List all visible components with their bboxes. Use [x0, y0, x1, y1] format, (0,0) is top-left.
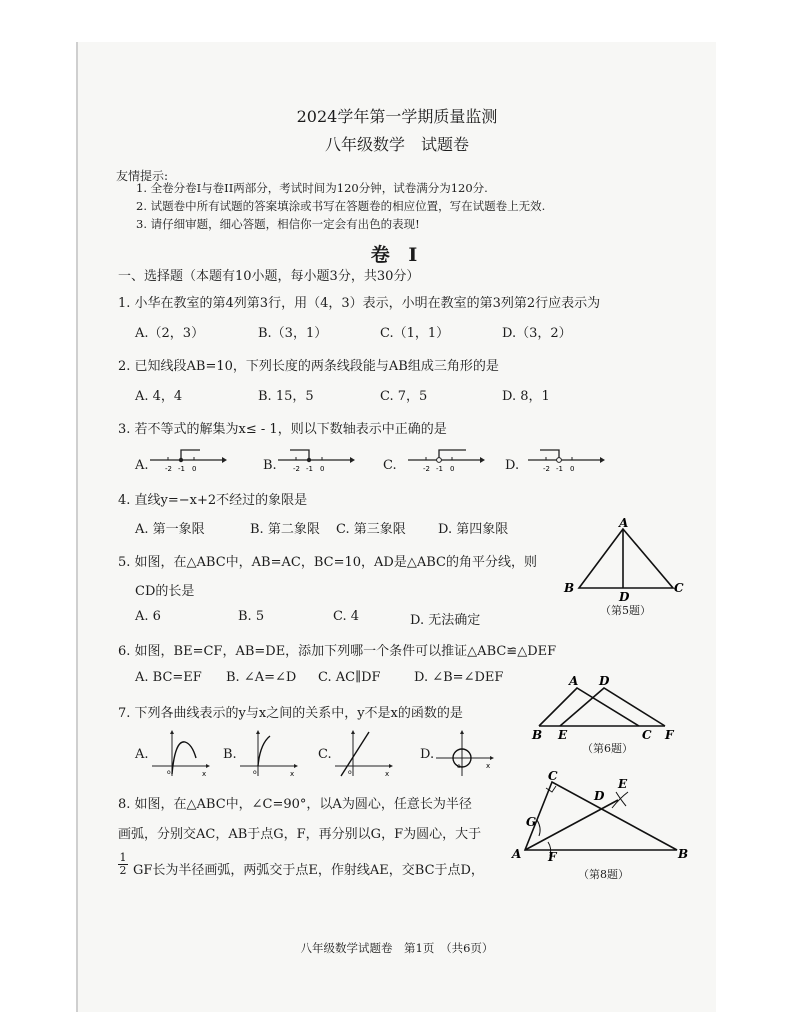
svg-text:0: 0	[450, 465, 455, 473]
graph-c	[335, 730, 395, 778]
number-line-c	[408, 444, 483, 474]
svg-text:-2: -2	[423, 465, 430, 473]
fraction-numerator: 1	[119, 851, 127, 864]
label-a: A	[619, 516, 629, 530]
exam-title: 2024学年第一学期质量监测	[296, 107, 498, 126]
svg-text:-1: -1	[436, 465, 443, 473]
question-4: 4. 直线y=−x+2不经过的象限是	[118, 493, 308, 508]
figure-6	[528, 672, 688, 747]
question-8-continued: 画弧，分别交AC，AB于点G，F，再分别以G，F为圆心，大于	[118, 827, 482, 842]
svg-text:x: x	[385, 770, 390, 778]
tip-item: 1. 全卷分卷I与卷II两部分，考试时间为120分钟，试卷满分为120分.	[136, 181, 488, 195]
label-e: E	[618, 777, 628, 791]
q6-option-b: B. ∠A=∠D	[226, 670, 297, 685]
tips-heading: 友情提示:	[116, 169, 169, 183]
q3-option-b: B.	[263, 458, 277, 473]
graph-a	[152, 730, 212, 778]
exam-subtitle: 八年级数学 试题卷	[324, 135, 469, 154]
label-e: E	[558, 728, 568, 742]
fraction-denominator: 2	[119, 864, 127, 877]
label-b: B	[678, 847, 689, 861]
label-d: D	[599, 674, 610, 688]
q2-option-d: D. 8，1	[502, 389, 550, 404]
q6-option-c: C. AC∥DF	[318, 670, 381, 685]
q5-option-a: A. 6	[135, 609, 161, 624]
graph-b	[240, 730, 300, 778]
svg-text:-2: -2	[293, 465, 300, 473]
label-a: A	[569, 674, 579, 688]
svg-text:-1: -1	[306, 465, 313, 473]
label-b: B	[564, 581, 575, 595]
label-d: D	[594, 789, 605, 803]
question-2: 2. 已知线段AB=10，下列长度的两条线段能与AB组成三角形的是	[118, 359, 499, 374]
svg-text:x: x	[202, 770, 207, 778]
label-b: B	[532, 728, 543, 742]
question-3: 3. 若不等式的解集为x≤ - 1，则以下数轴表示中正确的是	[118, 422, 447, 437]
q4-option-c: C. 第三象限	[336, 522, 406, 537]
q6-option-a: A. BC=EF	[135, 670, 202, 685]
svg-text:o: o	[348, 769, 352, 776]
q5-option-c: C. 4	[333, 609, 360, 624]
svg-text:x: x	[486, 762, 491, 770]
label-g: G	[526, 815, 537, 829]
label-c: C	[548, 769, 558, 783]
q7-option-b: B.	[223, 747, 237, 762]
figure-5-caption: （第5题）	[600, 604, 651, 617]
q2-option-b: B. 15，5	[258, 389, 314, 404]
svg-text:0: 0	[192, 465, 197, 473]
label-a: A	[512, 847, 522, 861]
label-d: D	[619, 590, 630, 604]
question-1: 1. 小华在教室的第4列第3行，用（4，3）表示，小明在教室的第3列第2行应表示为	[118, 296, 601, 311]
number-line-d	[528, 444, 603, 474]
q7-option-d: D.	[420, 747, 435, 762]
label-c: C	[674, 581, 684, 595]
svg-text:0: 0	[570, 465, 575, 473]
q4-option-b: B. 第二象限	[250, 522, 320, 537]
svg-text:0: 0	[320, 465, 325, 473]
number-line-a	[150, 444, 225, 474]
page-footer: 八年级数学试题卷 第1页 （共6页）	[300, 941, 494, 955]
question-8-continued-2: GF长为半径画弧，两弧交于点E，作射线AE，交BC于点D，	[133, 863, 484, 878]
q6-option-d: D. ∠B=∠DEF	[414, 670, 504, 685]
q3-option-a: A.	[135, 458, 149, 473]
question-5-continued: CD的长是	[135, 584, 195, 599]
graph-d	[436, 730, 496, 778]
svg-text:o: o	[167, 769, 171, 776]
svg-text:-2: -2	[165, 465, 172, 473]
q7-option-a: A.	[135, 747, 149, 762]
svg-text:x: x	[290, 770, 295, 778]
one-half-fraction	[118, 852, 128, 877]
svg-text:o: o	[457, 763, 461, 770]
question-7: 7. 下列各曲线表示的y与x之间的关系中，y不是x的函数的是	[118, 706, 463, 721]
q1-option-d: D.（3，2）	[502, 326, 572, 341]
q1-option-b: B.（3，1）	[258, 326, 328, 341]
q1-option-a: A.（2，3）	[135, 326, 205, 341]
label-f: F	[548, 850, 557, 864]
q4-option-d: D. 第四象限	[438, 522, 509, 537]
q2-option-c: C. 7，5	[380, 389, 428, 404]
section-heading: 一、选择题（本题有10小题，每小题3分，共30分）	[118, 269, 420, 284]
number-line-b	[278, 444, 353, 474]
tip-item: 3. 请仔细审题，细心答题，相信你一定会有出色的表现!	[136, 217, 420, 231]
label-f: F	[665, 728, 674, 742]
tip-item: 2. 试题卷中所有试题的答案填涂或书写在答题卷的相应位置，写在试题卷上无效.	[136, 199, 546, 213]
q2-option-a: A. 4，4	[135, 389, 183, 404]
question-6: 6. 如图，BE=CF，AB=DE，添加下列哪一个条件可以推证△ABC≌△DEF	[118, 644, 557, 659]
svg-text:-2: -2	[543, 465, 550, 473]
q5-option-d: D. 无法确定	[410, 613, 481, 628]
volume-heading: 卷 I	[370, 244, 424, 266]
figure-6-caption: （第6题）	[582, 742, 633, 755]
q3-option-c: C.	[383, 458, 397, 473]
paper-edge	[76, 42, 78, 1012]
svg-text:o: o	[253, 769, 257, 776]
label-c: C	[642, 728, 652, 742]
q4-option-a: A. 第一象限	[135, 522, 205, 537]
svg-text:-1: -1	[178, 465, 185, 473]
q1-option-c: C.（1，1）	[380, 326, 450, 341]
svg-text:-1: -1	[556, 465, 563, 473]
figure-8	[506, 770, 706, 870]
q3-option-d: D.	[505, 458, 520, 473]
figure-8-caption: （第8题）	[578, 868, 629, 881]
question-5: 5. 如图，在△ABC中，AB=AC，BC=10，AD是△ABC的角平分线，则	[118, 555, 537, 570]
question-8: 8. 如图，在△ABC中，∠C=90°，以A为圆心，任意长为半径	[118, 797, 472, 812]
q5-option-b: B. 5	[238, 609, 265, 624]
q7-option-c: C.	[318, 747, 332, 762]
